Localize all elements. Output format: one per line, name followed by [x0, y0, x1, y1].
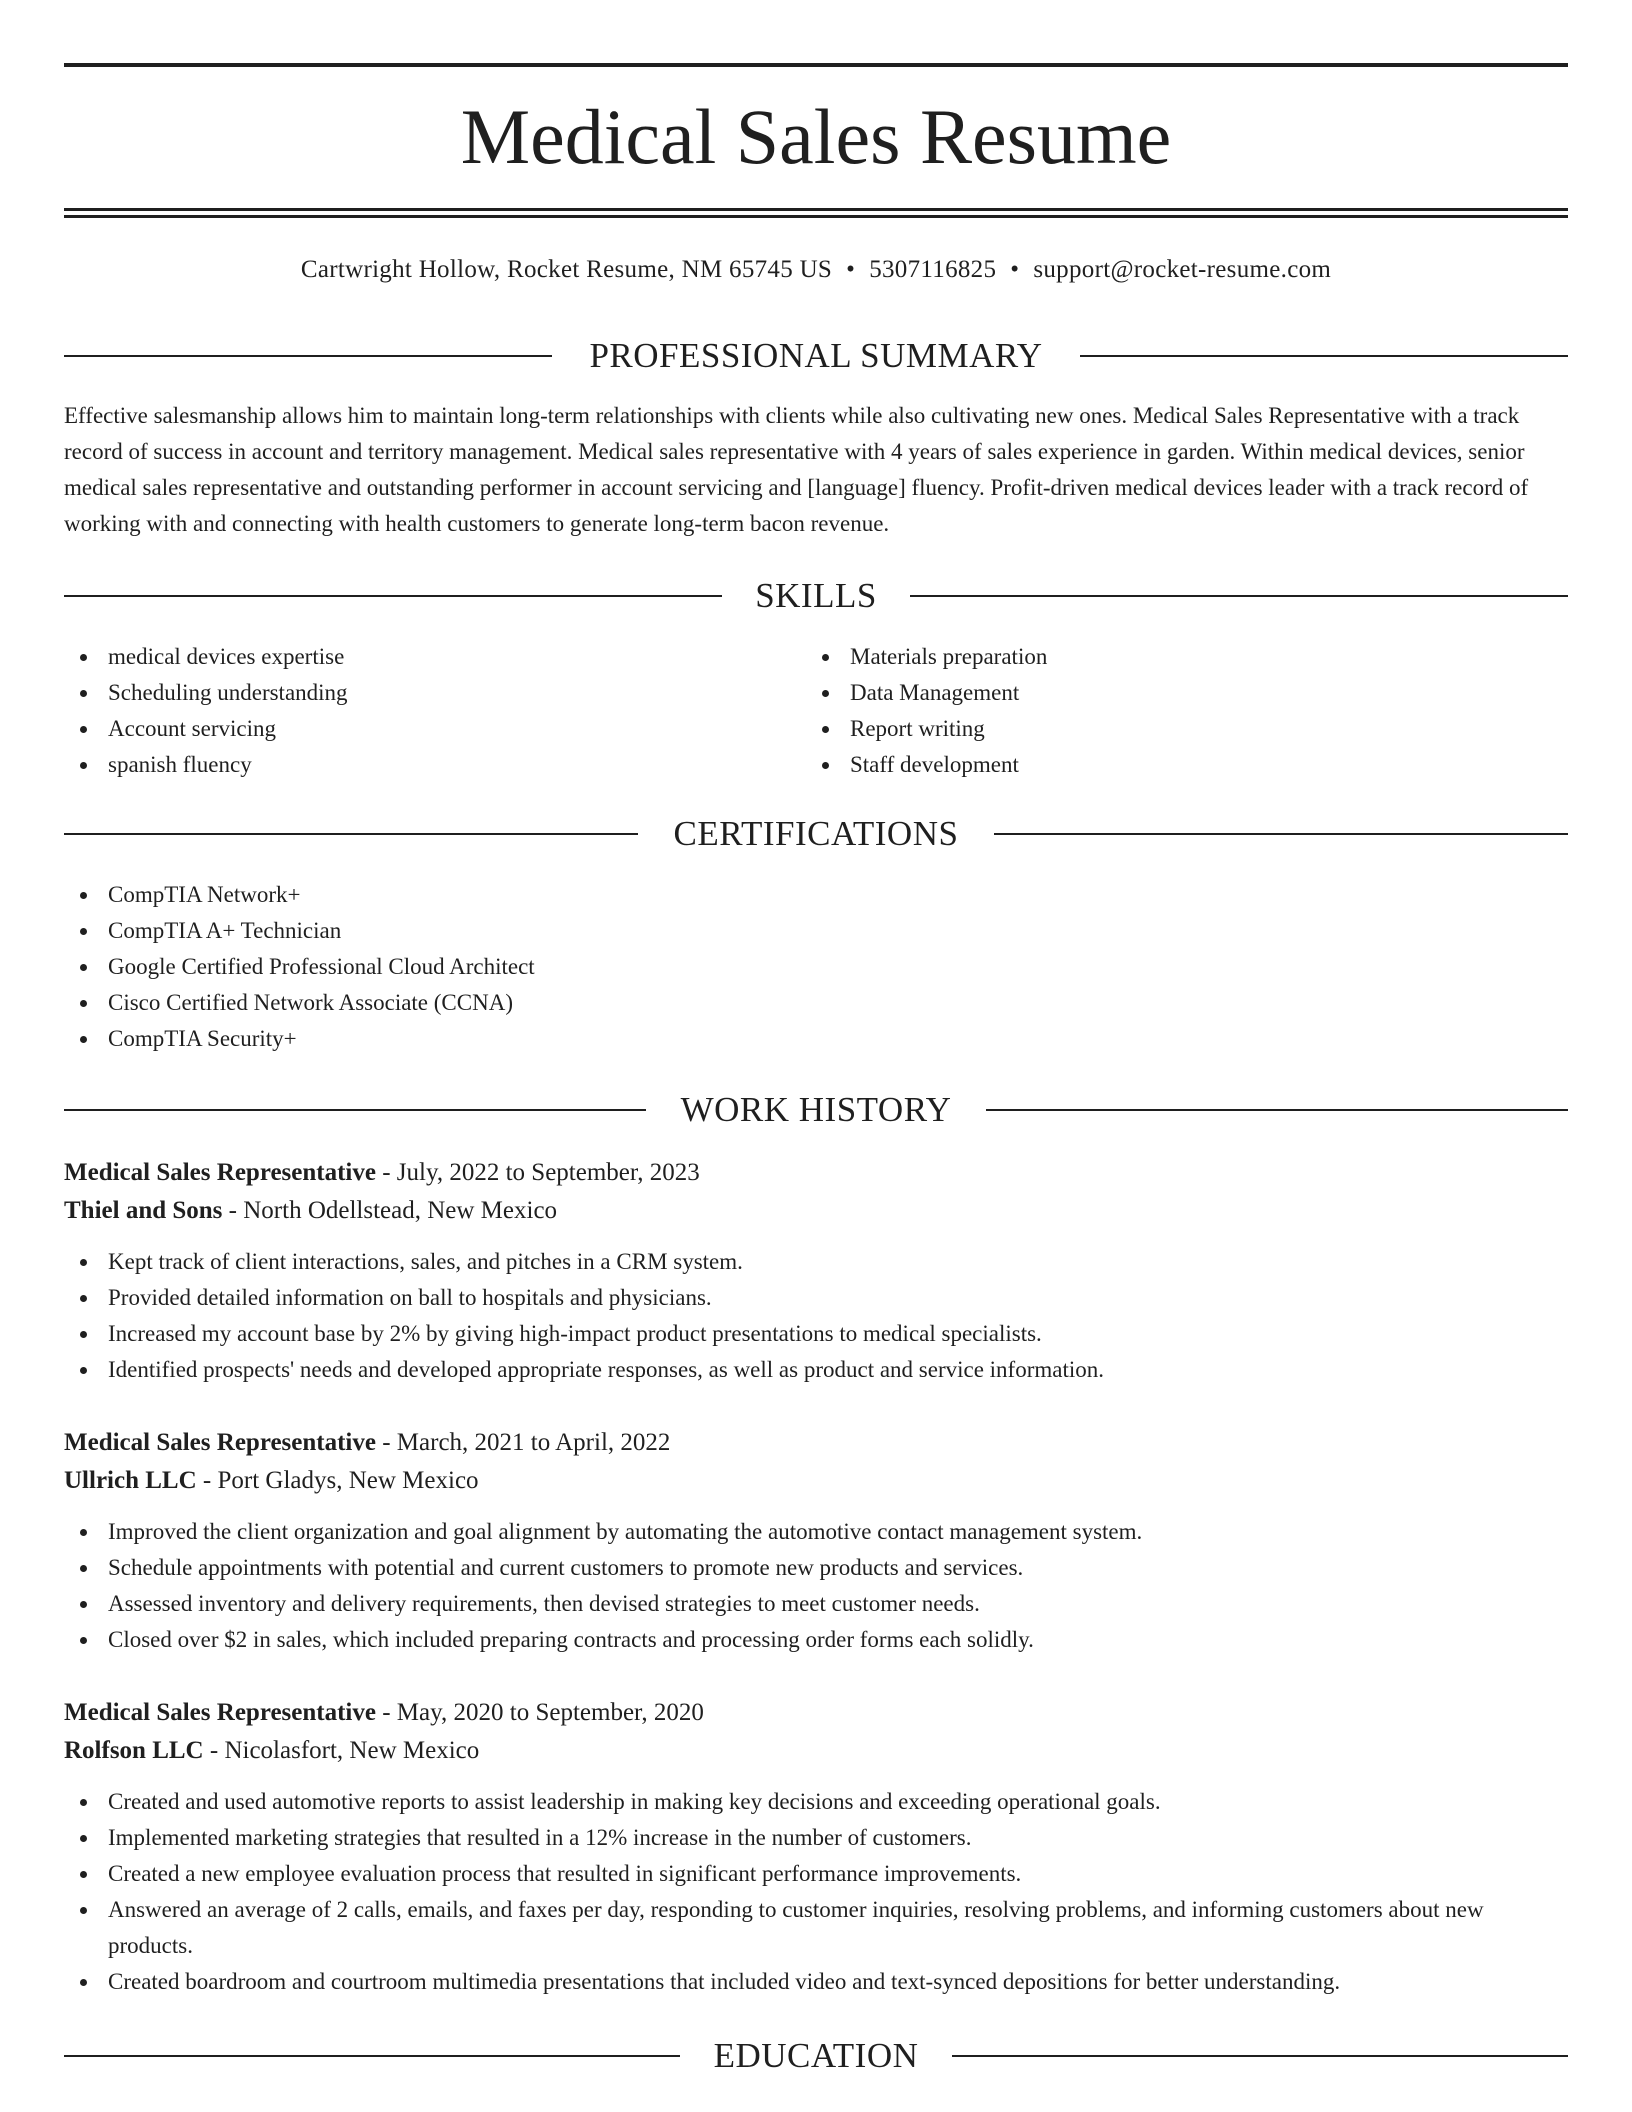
job-dates: - July, 2022 to September, 2023	[375, 1159, 700, 1186]
skill-item: medical devices expertise	[64, 639, 804, 675]
job-bullet: Created a new employee evaluation process that resulted in significant performance improvements.	[64, 1856, 1568, 1892]
job-role-line	[64, 1694, 1568, 1732]
skill-item: Report writing	[806, 711, 1546, 747]
certification-item: CompTIA Security+	[64, 1021, 1568, 1057]
job-bullet: Kept track of client interactions, sales, and pitches in a CRM system.	[64, 1244, 1568, 1280]
section-header-certifications	[64, 812, 1568, 856]
section-title: EDUCATION	[713, 2036, 919, 2075]
certification-item: Google Certified Professional Cloud Architect	[64, 949, 1568, 985]
job-bullet: Schedule appointments with potential and current customers to promote new products and services.	[64, 1550, 1568, 1586]
contact-phone: 5307116825	[869, 256, 997, 283]
contact-email: support@rocket-resume.com	[1033, 256, 1332, 283]
certifications-list	[64, 877, 1568, 1057]
job-location: - Nicolasfort, New Mexico	[203, 1737, 480, 1764]
skill-item: spanish fluency	[64, 747, 804, 783]
job-bullet: Increased my account base by 2% by giving high-impact product presentations to medical specialists.	[64, 1316, 1568, 1352]
section-title: WORK HISTORY	[680, 1090, 952, 1129]
section-header-summary	[64, 334, 1568, 378]
skill-item: Scheduling understanding	[64, 675, 804, 711]
job-entry	[64, 1154, 1568, 1388]
job-bullet: Closed over $2 in sales, which included preparing contracts and processing order forms each solidly.	[64, 1622, 1568, 1658]
job-bullet: Created and used automotive reports to assist leadership in making key decisions and exceeding operational goals.	[64, 1784, 1568, 1820]
top-rule	[64, 63, 1568, 67]
section-title: SKILLS	[755, 576, 877, 615]
job-company-line	[64, 1192, 1568, 1230]
section-title: CERTIFICATIONS	[673, 814, 959, 853]
skill-item: Account servicing	[64, 711, 804, 747]
job-bullet: Implemented marketing strategies that resulted in a 12% increase in the number of customers.	[64, 1820, 1568, 1856]
skill-item: Materials preparation	[806, 639, 1546, 675]
job-title: Medical Sales Representative	[64, 1159, 376, 1186]
contact-line	[64, 252, 1568, 288]
job-entry	[64, 1424, 1568, 1658]
job-dates: - March, 2021 to April, 2022	[375, 1429, 671, 1456]
job-company: Ullrich LLC	[64, 1467, 197, 1494]
section-header-work-history	[64, 1088, 1568, 1132]
job-company: Thiel and Sons	[64, 1197, 223, 1224]
skill-item: Data Management	[806, 675, 1546, 711]
title-rule-upper	[64, 208, 1568, 211]
resume-title: Medical Sales Resume	[460, 93, 1172, 180]
job-bullet: Provided detailed information on ball to hospitals and physicians.	[64, 1280, 1568, 1316]
section-header-education	[64, 2034, 1568, 2078]
job-bullet: Created boardroom and courtroom multimedia presentations that included video and text-synced depositions for better understanding.	[64, 1964, 1568, 2000]
skills-column-left	[64, 639, 804, 783]
certification-item: Cisco Certified Network Associate (CCNA)	[64, 985, 1568, 1021]
job-company-line	[64, 1732, 1568, 1770]
title-rule-lower	[64, 215, 1568, 218]
job-title: Medical Sales Representative	[64, 1429, 376, 1456]
job-bullet: Answered an average of 2 calls, emails, and faxes per day, responding to customer inquiries, resolving problems, and informing customers about new products.	[64, 1892, 1568, 1964]
job-role-line	[64, 1154, 1568, 1192]
job-location: - North Odellstead, New Mexico	[222, 1197, 558, 1224]
section-title: PROFESSIONAL SUMMARY	[589, 336, 1043, 375]
job-bullet: Identified prospects' needs and developed appropriate responses, as well as product and service information.	[64, 1352, 1568, 1388]
job-bullet: Improved the client organization and goal alignment by automating the automotive contact management system.	[64, 1514, 1568, 1550]
summary-text: Effective salesmanship allows him to maintain long-term relationships with clients while also cultivating new ones. Medical Sales Representative with a track record of success in account and territory management. Medical sales representative with 4 years of sales experience in garden. Within medical devices, senior medical sales representative and outstanding performer in account servicing and [language] fluency. Profit-driven medical devices leader with a track record of working with and connecting with health customers to generate long-term bacon revenue.	[64, 403, 1529, 536]
job-location: - Port Gladys, New Mexico	[196, 1467, 479, 1494]
job-entry	[64, 1694, 1568, 2000]
contact-separator: •	[1010, 256, 1020, 283]
job-company-line	[64, 1462, 1568, 1500]
job-title: Medical Sales Representative	[64, 1699, 376, 1726]
contact-address: Cartwright Hollow, Rocket Resume, NM 65745 US	[300, 256, 833, 283]
job-bullet: Assessed inventory and delivery requirements, then devised strategies to meet customer needs.	[64, 1586, 1568, 1622]
section-header-skills	[64, 574, 1568, 618]
certification-item: CompTIA Network+	[64, 877, 1568, 913]
job-company: Rolfson LLC	[64, 1737, 204, 1764]
certification-item: CompTIA A+ Technician	[64, 913, 1568, 949]
job-dates: - May, 2020 to September, 2020	[375, 1699, 704, 1726]
skills-column-right	[806, 639, 1546, 783]
skill-item: Staff development	[806, 747, 1546, 783]
contact-separator: •	[846, 256, 856, 283]
job-role-line	[64, 1424, 1568, 1462]
